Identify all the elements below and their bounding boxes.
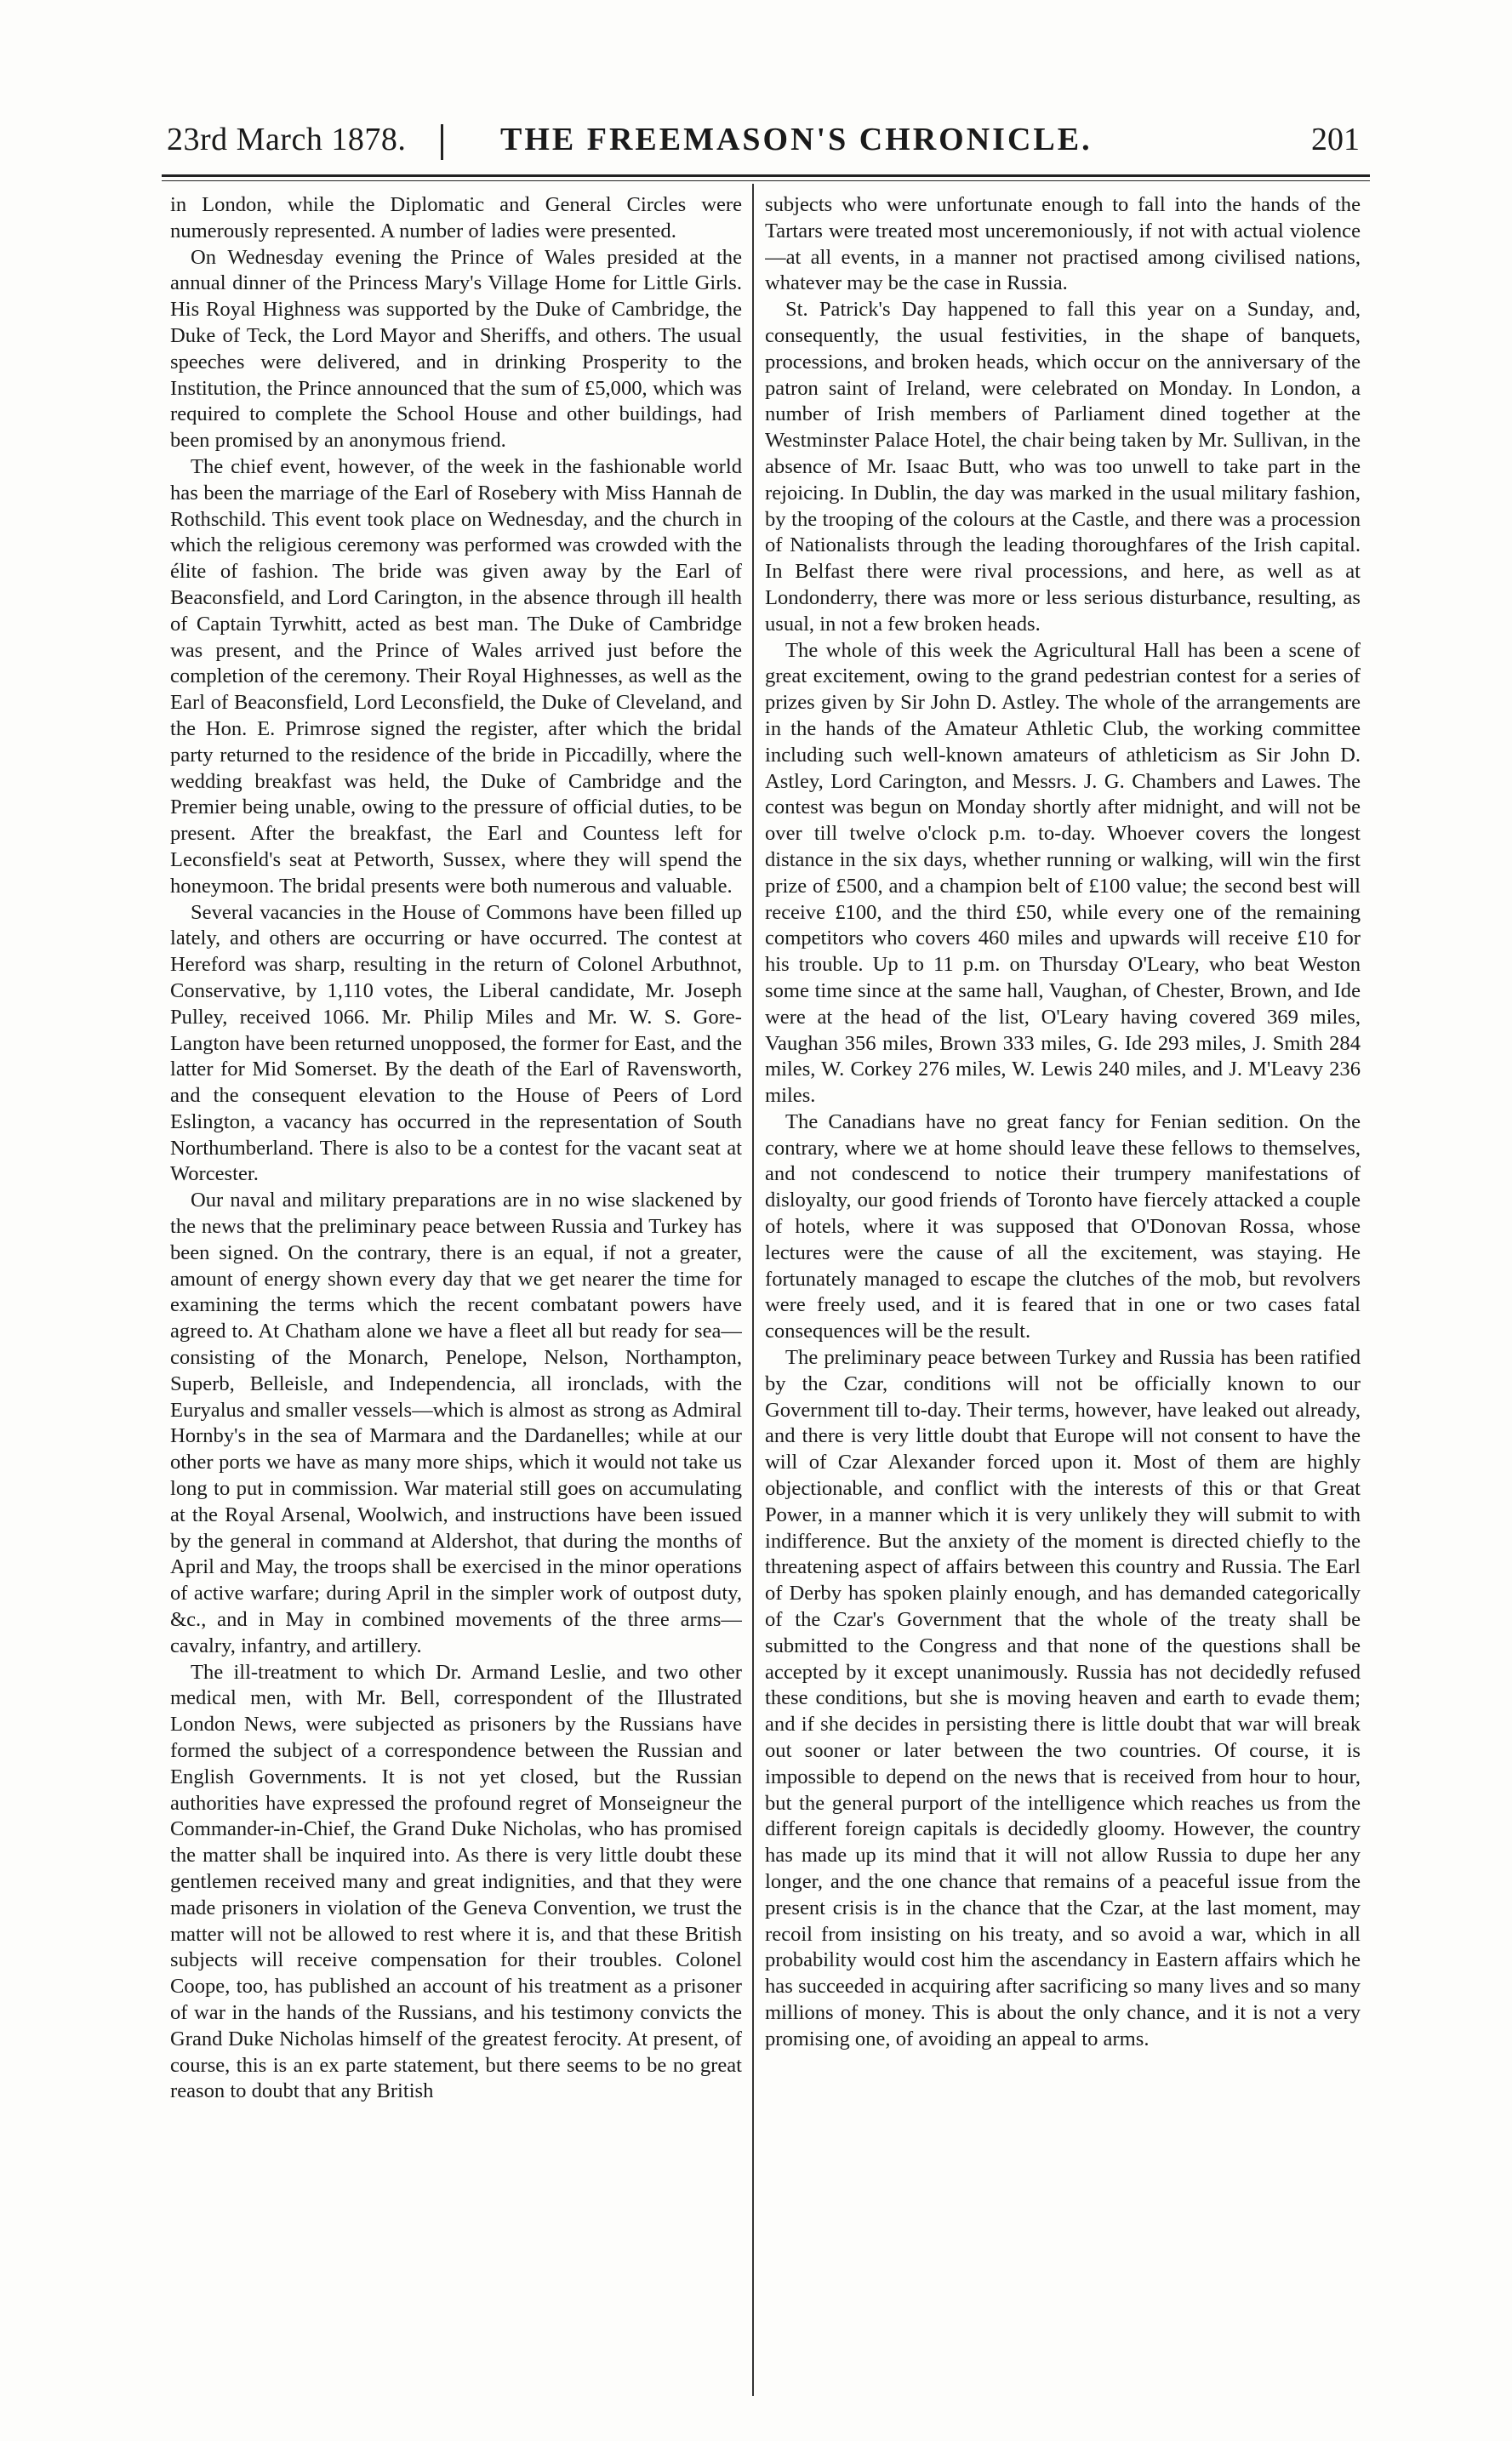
paragraph: in London, while the Diplomatic and General Circles were numerously represented. A number of ladies were presented. [170,193,742,242]
paragraph: subjects who were unfortunate enough to fall into the hands of the Tartars were treated most unceremoniously, if not with actual violence—at all events, in a manner not practised among civilised nations, whatever may be the case in Russia. [765,193,1361,295]
paragraph: The ill-treatment to which Dr. Armand Leslie, and two other medical men, with Mr. Bell, correspondent of the Illustrated London News, were subjected as prisoners by the Russians have formed the subject of a correspondence between the Russian and English Governments. It is not yet closed, but the Russian authorities have expressed the profound regret of Monseigneur the Commander-in-Chief, the Grand Duke Nicholas, who has promised the matter shall be inquired into. As there is very little doubt these gentlemen received many and great indignities, and that they were made prisoners in violation of the Geneva Convention, we trust the matter will not be allowed to rest where it is, and that these British subjects will receive compensation for their troubles. Colonel Coope, too, has published an account of his treatment as a prisoner of war in the hands of the Russians, and his testimony convicts the Grand Duke Nicholas himself of the greatest ferocity. At present, of course, this is an ex parte statement, but there seems to be no great reason to doubt that any British [170,1660,742,2103]
left-column [170,192,742,2396]
header-rule-thin [162,180,1370,181]
publication-title: THE FREEMASON'S CHRONICLE. [500,122,1093,157]
paragraph: Several vacancies in the House of Commons have been filled up lately, and others are occurring or have occurred. The contest at Hereford was sharp, resulting in the return of Colonel Arbuthnot, Conservative, by 1,110 votes, the Liberal candidate, Mr. Joseph Pulley, received 1066. Mr. Philip Miles and Mr. W. S. Gore-Langton have been returned unopposed, the former for East, and the latter for Mid Somerset. By the death of the Earl of Ravensworth, and the consequent elevation to the House of Peers of Lord Eslington, a vacancy has occurred in the representation of South Northumberland. There is also to be a contest for the vacant seat at Worcester. [170,900,742,1186]
paragraph: Our naval and military preparations are in no wise slackened by the news that the preliminary peace between Russia and Turkey has been signed. On the contrary, there is an equal, if not a greater, amount of energy shown every day that we get nearer the time for examining the terms which the recent combatant powers have agreed to. At Chatham alone we have a fleet all but ready for sea—consisting of the Monarch, Penelope, Nelson, Northampton, Superb, Belleisle, and Independencia, all ironclads, with the Euryalus and smaller vessels—which is almost as strong as Admiral Hornby's in the sea of Marmara and the Dardanelles; while at our other ports we have as many more ships, which it would not take us long to put in commission. War material still goes on accumulating at the Royal Arsenal, Woolwich, and instructions have been issued by the general in command at Aldershot, that during the months of April and May, the troops shall be exercised in the minor operations of active warfare; during April in the simpler work of outpost duty, &c., and in May in combined movements of the three arms—cavalry, infantry, and artillery. [170,1189,742,1657]
paragraph: St. Patrick's Day happened to fall this year on a Sunday, and, consequently, the usual festivities, in the shape of banquets, processions, and broken heads, which occur on the anniversary of the patron saint of Ireland, were celebrated on Monday. In London, a number of Irish members of Parliament dined together at the Westminster Palace Hotel, the chair being taken by Mr. Sullivan, in the absence of Mr. Isaac Butt, who was too unwell to take part in the rejoicing. In Dublin, the day was marked in the usual military fashion, by the trooping of the colours at the Castle, and there was a procession of Nationalists through the leading thoroughfares of the Irish capital. In Belfast there were rival processions, and here, as well as at Londonderry, there was more or less serious disturbance, resulting, as usual, in not a few broken heads. [765,298,1361,636]
paragraph: The chief event, however, of the week in the fashionable world has been the marriage of the Earl of Rosebery with Miss Hannah de Rothschild. This event took place on Wednesday, and the church in which the religious ceremony was performed was crowded with the élite of fashion. The bride was given away by the Earl of Beaconsfield, and Lord Carington, in the absence through ill health of Captain Tyrwhitt, acted as best man. The Duke of Cambridge was present, and the Prince of Wales arrived just before the completion of the ceremony. Their Royal Highnesses, as well as the Earl of Beaconsfield, Lord Leconsfield, the Duke of Cleveland, and the Hon. E. Primrose signed the register, after which the bridal party returned to the residence of the bride in Piccadilly, where the wedding breakfast was held, the Duke of Cambridge and the Premier being unable, owing to the pressure of official duties, to be present. After the breakfast, the Earl and Countess left for Leconsfield's seat at Petworth, Sussex, where they will spend the honeymoon. The bridal presents were both numerous and valuable. [170,454,742,898]
page-number: 201 [1311,122,1360,157]
paragraph: The whole of this week the Agricultural Hall has been a scene of great excitement, owing to the grand pedestrian contest for a series of prizes given by Sir John D. Astley. The whole of the arrangements are in the hands of the Amateur Athletic Club, the working committee including such well-known amateurs of athleticism as Sir John D. Astley, Lord Carington, and Messrs. J. G. Chambers and Lawes. The contest was begun on Monday shortly after midnight, and will not be over till twelve o'clock p.m. to-day. Whoever covers the longest distance in the six days, whether running or walking, will win the first prize of £500, and a champion belt of £100 value; the second best will receive £100, and the third £50, while every one of the remaining competitors who covers 460 miles and upwards will receive £10 for his trouble. Up to 11 p.m. on Thursday O'Leary, who beat Weston some time since at the same hall, Vaughan, of Chester, Brown, and Ide were at the head of the list, O'Leary having covered 369 miles, Vaughan 356 miles, Brown 333 miles, G. Ide 293 miles, J. Smith 284 miles, W. Corkey 276 miles, W. Lewis 240 miles, and J. M'Leavy 236 miles. [765,638,1361,1108]
page-header [160,119,1368,170]
issue-date: 23rd March 1878. [167,122,407,157]
paragraph: The Canadians have no great fancy for Fenian sedition. On the contrary, where we at home should leave these fellows to themselves, and not condescend to notice their trumpery manifestations of disloyalty, our good friends of Toronto have fiercely attacked a couple of hotels, where it was supposed that O'Donovan Rossa, whose lectures were the cause of all the excitement, was staying. He fortunately managed to escape the clutches of the mob, but revolvers were freely used, and it is feared that in one or two cases fatal consequences will be the result. [765,1109,1361,1343]
column-divider [752,184,754,2396]
header-rule-thick [162,174,1370,177]
paragraph: On Wednesday evening the Prince of Wales presided at the annual dinner of the Princess Mary's Village Home for Little Girls. His Royal Highness was supported by the Duke of Cambridge, the Duke of Teck, the Lord Mayor and Sheriffs, and others. The usual speeches were delivered, and in drinking Prosperity to the Institution, the Prince announced that the sum of £5,000, which was required to complete the School House and other buildings, had been promised by an anonymous friend. [170,245,742,453]
header-separator [441,124,443,160]
paragraph: The preliminary peace between Turkey and Russia has been ratified by the Czar, conditions will not be officially known to our Government till to-day. Their terms, however, have leaked out already, and there is very little doubt that Europe will not consent to have the will of Czar Alexander forced upon it. Most of them are highly objectionable, and conflict with the interests of this or that Great Power, in a manner which it is very unlikely they will submit to with indifference. But the anxiety of the moment is directed chiefly to the threatening aspect of affairs between this country and Russia. The Earl of Derby has spoken plainly enough, and has demanded categorically of the Czar's Government that the whole of the treaty shall be submitted to the Congress and that none of the questions shall be accepted by it except unanimously. Russia has not decidedly refused these conditions, but she is moving heaven and earth to evade them; and if she decides in persisting there is little doubt that war will break out sooner or later between the two countries. Of course, it is impossible to depend on the news that is received from hour to hour, but the general purport of the intelligence which reaches us from the different foreign capitals is decidedly gloomy. However, the country has made up its mind that it will not allow Russia to dupe her any longer, and the one chance that remains of a peaceful issue from the present crisis is in the chance that the Czar, at the last moment, may recoil from insisting on his treaty, and so avoid a war, which in all probability would cost him the ascendancy in Eastern affairs which he has succeeded in acquiring after sacrificing so many lives and so many millions of money. This is about the only chance, and it is not a very promising one, of avoiding an appeal to arms. [765,1346,1361,2050]
right-column [765,192,1361,2396]
